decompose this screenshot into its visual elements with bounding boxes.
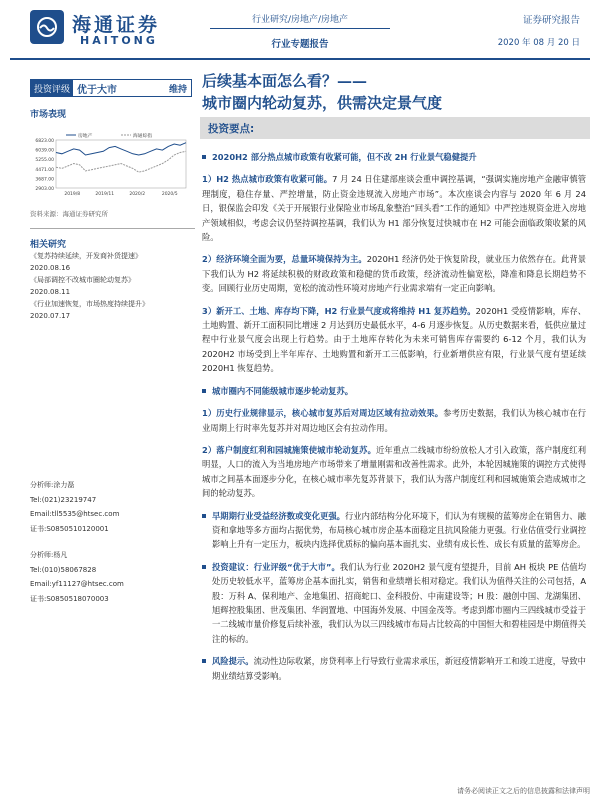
analyst-info [30, 478, 195, 606]
paragraph-text: 行业内部结构分化环境下，们认为有规模的蓝筹房企在销售力、融资和拿地等多方面均占据优势，布局核心城市房企基本面稳定且抗风险能力更强。行业估值受行业调控影响上升有一定压力，板块内选择优质标的偏向基本面扎实、业绩有成长性、成长有质量的蓝筹房企。 [212, 510, 586, 550]
report-date: 2020 年 08 月 20 日 [497, 38, 580, 48]
analyst-email[interactable]: Email:tll5535@htsec.com [30, 510, 120, 518]
related-item-date: 2020.08.16 [30, 264, 71, 272]
y-tick-label: 2903.00 [35, 187, 54, 192]
rating-box [30, 79, 192, 97]
paragraph-lead: 2）经济环境全面为要，总量环境保持为主。 [202, 254, 367, 265]
paragraph-lead: 1）历史行业规律显示，核心城市复苏后对周边区域有拉动效果。 [202, 408, 444, 419]
y-tick-label: 6823.00 [35, 139, 54, 144]
series-line-2 [56, 151, 186, 172]
report-title-line1: 后续基本面怎么看？—— [202, 72, 368, 90]
market-title: 市场表现 [30, 110, 67, 120]
paragraph-text: 流动性边际收紧，房贷利率上行导致行业需求承压，新冠疫情影响开工和竣工进度，导致中期业绩结算受影响。 [212, 656, 586, 681]
analyst-tel: Tel:(010)58067828 [30, 565, 97, 574]
paragraph-text: 我们认为行业 2020H2 景气度有望提升，目前 AH 板块 PE 估值均处历史较低水平，蓝筹房企基本面扎实，销售和业绩增长相对稳定。我们认为值得关注的公司包括，A 股：万科 A、保利地产、金地集团、招商蛇口、金科股份、中南建设等；H 股：融创中国、龙湖集团、旭辉控股集团、世茂集团、华润置地、中国海外发展、中国金茂等。考虑到都市圈内三四线城市受益于一二线城市量价修复后续补涨，我们认为以三四线城市布局占比较高的中国恒大和碧桂园是中期值得关注的标的。 [212, 561, 586, 644]
key-points-title: 投资要点: [208, 123, 255, 135]
bullet-paragraph [202, 654, 586, 683]
report-type: 行业专题报告 [271, 39, 329, 50]
paragraph-lead: 1）H2 热点城市政策有收紧可能。 [202, 174, 333, 185]
header-rule [10, 58, 590, 60]
report-header [0, 0, 600, 62]
paragraph-text: 2020H1 经济仍处于恢复阶段，就业压力依然存在。此背景下我们认为 H2 将延续积极的财政政策和稳健的货币政策，经济流动性偏宽松，降准和降息长期趋势不变。回顾行业历史周期，宽松的流动性环境对房地产行业需求端有一定正向影响。 [202, 254, 586, 294]
related-item-title[interactable]: 《局部调控不改城市圈轮动复苏》 [30, 276, 135, 284]
analyst-spacer [30, 536, 195, 548]
paragraph-lead: 投资建议：行业评级“优于大市”。 [212, 561, 340, 572]
analyst-name: 分析师:杨凡 [30, 551, 68, 559]
bullet-paragraph [202, 509, 586, 552]
report-title-line2: 城市圈内轮动复苏，供需决定景气度 [202, 94, 443, 112]
paragraph-lead: 3）新开工、土地、库存均下降，H2 行业景气度或将维持 H1 复苏趋势。 [202, 305, 476, 316]
related-item-date: 2020.07.17 [30, 312, 71, 320]
y-tick-label: 4471.00 [35, 167, 54, 173]
y-tick-label: 3687.00 [35, 177, 54, 183]
paragraph-text: 7 月 24 日住建部座谈会重申调控基调，“强调实施房地产金融审慎管理制度，稳住存量、严控增量，防止资金违规流入房地产市场”。本次座谈会内容与 2020 年 6 月 24 日，银保监会印发《关于开展银行业保险业市场乱象整治“回头看”工作的通知》中严控违规资金进入房地产领域相似，考虑会议仍坚持调控基调，我们认为 H1 部分恢复过快城市在 H2 可能会面临政策收紧的风险。 [202, 174, 586, 243]
section-heading: 城市圈内不同能级城市逐步轮动复苏。 [202, 384, 586, 398]
paragraph [202, 406, 586, 435]
legend-label: 海通综指 [133, 134, 153, 139]
paragraph-text: 近年重点二线城市纷纷放松人才引入政策，落户制度红利明显，人口的流入为当地房地产市场带来了增量刚需和改善性需求。此外，本轮因城施策的调控方式使得城市之间基本面逐步分化，在核心城市率先复苏背景下，我们认为落户制度红利和园城施策会造成城市之间的轮动复苏。 [202, 444, 586, 499]
key-points-bar [200, 117, 590, 139]
chart-source: 资料来源：海通证券研究所 [30, 210, 108, 218]
rating-status: 维持 [168, 84, 187, 95]
logo-chinese: 海通证券 [72, 14, 161, 36]
analyst-cert: 证书:S0850518070003 [30, 594, 109, 603]
paragraph-lead: 早期期行业受益经济数或变化更强。 [212, 510, 345, 521]
y-tick-label: 6039.00 [35, 148, 54, 154]
related-title: 相关研究 [30, 240, 67, 250]
legend-label: 房地产 [78, 134, 93, 139]
paragraph [202, 252, 586, 295]
related-item-title[interactable]: 《复苏持续延续，开发商补货提速》 [30, 252, 142, 260]
y-tick-label: 5255.00 [35, 158, 54, 164]
report-category: 行业研究/房地产/房地产 [251, 15, 349, 25]
analyst-name: 分析师:涂力磊 [30, 481, 75, 489]
paragraph [202, 443, 586, 501]
sidebar-divider [30, 228, 195, 229]
rating-label: 投资评级 [31, 80, 73, 96]
x-tick-label: 2019/8 [64, 192, 81, 197]
report-body [202, 150, 586, 691]
series-line-1 [56, 143, 186, 155]
report-series: 证券研究报告 [522, 15, 580, 26]
logo-wave-icon [35, 15, 59, 39]
section-heading: 2020H2 部分热点城市政策有收紧可能，但不改 2H 行业景气稳健提升 [202, 150, 586, 164]
analyst-cert: 证书:S0850510120001 [30, 524, 109, 533]
analyst-tel: Tel:(021)23219747 [30, 495, 97, 504]
haitong-logo-icon [30, 10, 64, 44]
market-performance-chart [30, 130, 190, 200]
related-list [30, 250, 195, 322]
rating-value: 优于大市 [77, 84, 118, 96]
related-item-date: 2020.08.11 [30, 288, 71, 296]
logo-english: HAITONG [80, 34, 158, 47]
paragraph [202, 172, 586, 244]
paragraph-lead: 2）落户制度红利和园城施策使城市轮动复苏。 [202, 444, 376, 455]
paragraph-lead: 风险提示。 [212, 656, 254, 667]
header-divider [210, 28, 390, 29]
x-tick-label: 2020/5 [161, 192, 178, 197]
x-tick-label: 2020/2 [129, 192, 146, 197]
analyst-email[interactable]: Email:yf11127@htsec.com [30, 580, 124, 588]
x-tick-label: 2019/11 [95, 192, 115, 197]
paragraph-text: 2020H1 受疫情影响，库存、土地购置、新开工面积同比增速 2 月达到历史最低水平，4-6 月逐步恢复。从历史数据来看，低供应量过程中行业景气度会出现上行趋势。由于土地库存转化为未来可销售库存需要约 6-12 个月，我们认为 2020H2 市场受到上半年库存、土地购置和新开工三低影响，行业新增供应有限，行业景气度有望延续 2020H1 恢复趋势。 [202, 305, 586, 374]
paragraph-text: 参考历史数据，我们认为核心城市在行业周期上行时率先复苏并对周边地区会有拉动作用。 [202, 408, 586, 433]
disclaimer-footer: 请务必阅读正文之后的信息披露和法律声明 [457, 787, 590, 795]
bullet-paragraph [202, 560, 586, 646]
related-item-title[interactable]: 《行业加速恢复，市场热度持续提升》 [30, 300, 149, 308]
paragraph [202, 304, 586, 376]
